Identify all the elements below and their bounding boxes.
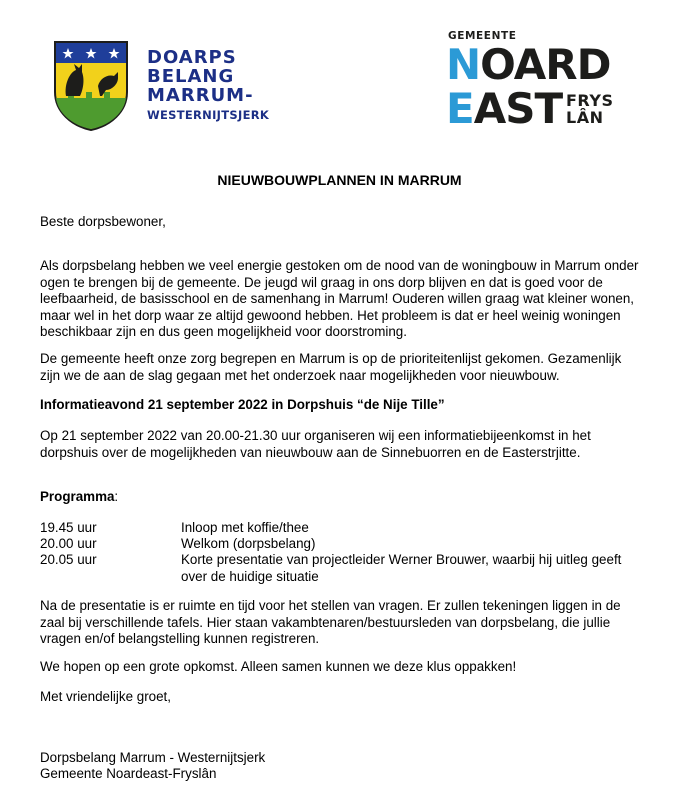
logo-frys-lan xyxy=(566,92,613,126)
gemeente-paragraph: De gemeente heeft onze zorg begrepen en Marrum is op de prioriteitenlijst gekomen. Gezamenlijk zijn we de aan de slag gegaan met het onderzoek naar mogelijkheden voor nieuwbouw. xyxy=(40,351,622,383)
logo-noard-rest: OARD xyxy=(480,40,611,89)
logo-noard xyxy=(446,42,610,88)
presentation-paragraph: Na de presentatie is er ruimte en tijd voor het stellen van vragen. Er zullen tekeningen liggen in de zaal bij verschillende tafels. Hier staan vakambtenaren/bestuursleden van dorpsbelang, die jullie vragen en/of belangstelling kunnen registreren. xyxy=(40,598,621,647)
dorpsbelang-wordmark xyxy=(147,48,269,125)
event-paragraph: Op 21 september 2022 van 20.00-21.30 uur organiseren wij een informatiebijeenkomst in het dorpshuis over de mogelijkheden van nieuwbouw aan de Sinnebuorren en de Easterstrjitte. xyxy=(40,428,591,460)
greeting: Beste dorpsbewoner, xyxy=(40,214,166,229)
closing-salutation: Met vriendelijke groet, xyxy=(40,689,171,704)
gemeente-logo xyxy=(446,30,616,135)
programma-label: Programma xyxy=(40,489,115,504)
dorpsbelang-logo xyxy=(52,40,292,132)
programma-description: Inloop met koffie/thee xyxy=(181,520,309,535)
logo-line-2: BELANG xyxy=(147,66,235,87)
logo-east-rest: AST xyxy=(473,84,563,133)
programma-description: Korte presentatie van projectleider Werner Brouwer, waarbij hij uitleg geeft over de huidige situatie xyxy=(181,552,622,584)
programma-description: Welkom (dorpsbelang) xyxy=(181,536,316,551)
logo-east-accent: E xyxy=(446,84,474,133)
signature-line-1: Dorpsbelang Marrum - Westernijtsjerk xyxy=(40,750,266,765)
signature-line-2: Gemeente Noardeast-Fryslân xyxy=(40,766,217,781)
logo-line-4: WESTERNIJTSJERK xyxy=(147,108,270,122)
logo-line-1: DOARPS xyxy=(147,47,237,68)
intro-paragraph: Als dorpsbelang hebben we veel energie gestoken om de nood van de woningbouw in Marrum onder ogen te brengen bij de gemeente. De jeugd wil graag in ons dorp blijven en dat is goed voor de leefbaarheid, de basisschool en de samenhang in Marrum! Ouderen willen graag wat kleiner wonen, maar wel in het dorp waar ze altijd gewoond hebben. Het probleem is dat er heel weinig woningen beschikbaar zijn en dus geen mogelijkheid voor doorstroming. xyxy=(40,258,639,340)
logo-line-3: MARRUM- xyxy=(147,85,254,106)
programma-colon: : xyxy=(114,489,119,504)
closing-paragraph: We hopen op een grote opkomst. Alleen samen kunnen we deze klus oppakken! xyxy=(40,659,517,674)
programma-time: 19.45 uur xyxy=(40,520,97,535)
coat-of-arms-icon xyxy=(52,40,130,132)
logo-lan: LÂN xyxy=(566,108,604,127)
event-heading: Informatieavond 21 september 2022 in Dorpshuis “de Nije Tille” xyxy=(40,397,445,412)
logo-frys: FRYS xyxy=(566,91,614,110)
programma-time: 20.00 uur xyxy=(40,536,97,551)
logo-gemeente-label: GEMEENTE xyxy=(448,30,517,42)
logo-east xyxy=(446,86,562,132)
page-title: NIEUWBOUWPLANNEN IN MARRUM xyxy=(217,172,462,188)
programma-time: 20.05 uur xyxy=(40,552,97,567)
programma-heading xyxy=(40,489,640,506)
logo-noard-accent: N xyxy=(446,40,481,89)
